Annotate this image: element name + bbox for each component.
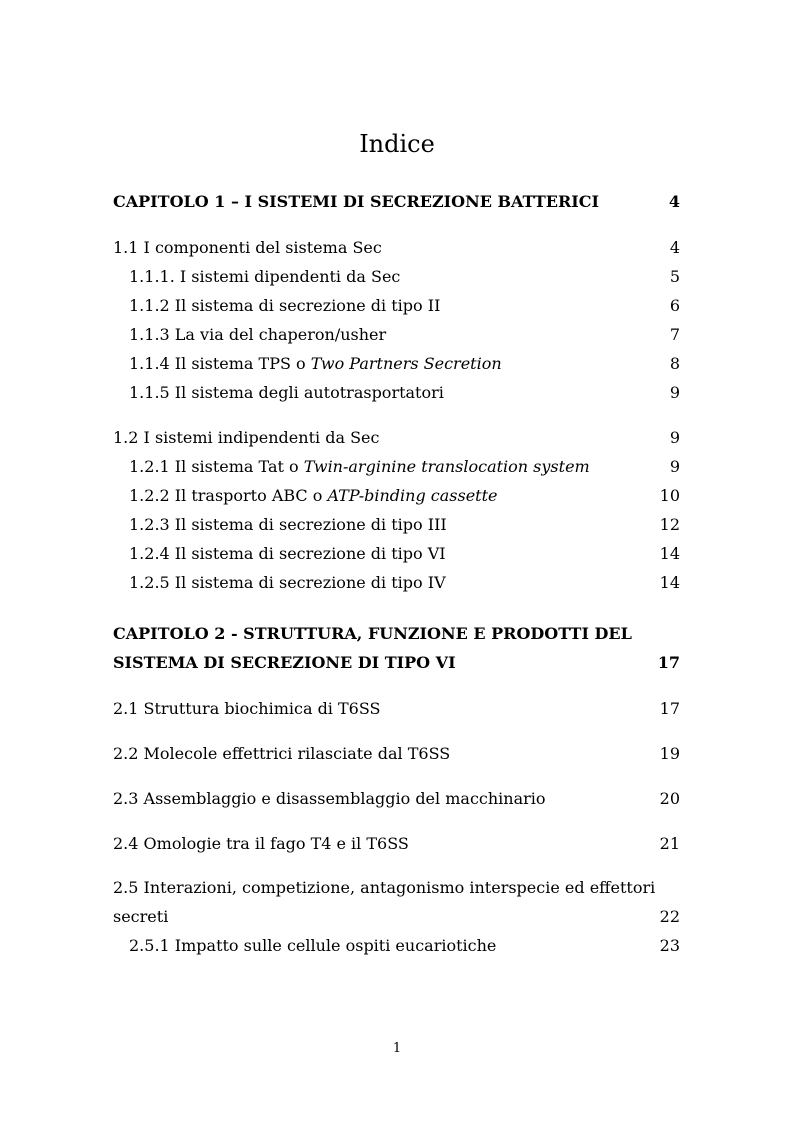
toc-entry-label: 2.1 Struttura biochimica di T6SS [113,699,381,718]
toc-entry-label: 1.2.4 Il sistema di secrezione di tipo VI [129,544,446,563]
toc-entry-label: 1.2 I sistemi indipendenti da Sec [113,428,380,447]
toc-entry-1-2-4[interactable] [113,542,680,566]
toc-entry-2-3[interactable] [113,787,680,811]
toc-entry-1-1[interactable] [113,236,680,260]
toc-entry-page: 10 [659,486,680,505]
toc-entry-label [129,352,502,376]
page-number: 1 [392,1041,402,1056]
toc-entry-1-1-4[interactable] [113,352,680,376]
toc-entry-page: 23 [659,936,680,955]
toc-chapter-2-page: 17 [657,653,680,672]
toc-entry-label-italic: Two Partners Secretion [310,354,502,373]
toc-entry-page: 4 [669,238,680,257]
toc-entry-label-text: 1.2.1 Il sistema Tat o [129,457,304,476]
toc-entry-page: 21 [659,834,680,853]
toc-entry-page: 6 [669,296,680,315]
page-title: Indice [359,130,435,158]
toc-chapter-2-label: SISTEMA DI SECREZIONE DI TIPO VI [113,653,456,672]
toc-entry-label: secreti [113,907,169,926]
toc-entry-label: 1.2.3 Il sistema di secrezione di tipo III [129,515,447,534]
toc-entry-label: 2.3 Assemblaggio e disassemblaggio del macchinario [113,789,546,808]
toc-entry-2-5[interactable] [113,905,680,929]
toc-entry-label: 1.1.3 La via del chaperon/usher [129,325,387,344]
toc-entry-page: 9 [669,457,680,476]
toc-entry-2-2[interactable] [113,742,680,766]
toc-entry-page: 22 [659,907,680,926]
toc-entry-1-1-3[interactable] [113,323,680,347]
toc-chapter-1-label: CAPITOLO 1 – I SISTEMI DI SECREZIONE BATTERICI [113,192,599,211]
toc-entry-1-2[interactable] [113,426,680,450]
toc-entry-2-5-1[interactable] [113,934,680,958]
toc-entry-label: 2.4 Omologie tra il fago T4 e il T6SS [113,834,409,853]
toc-entry-2-1[interactable] [113,697,680,721]
toc-entry-1-2-3[interactable] [113,513,680,537]
toc-entry-page: 5 [669,267,680,286]
toc-entry-2-5-line1[interactable]: 2.5 Interazioni, competizione, antagonismo interspecie ed effettori [113,878,656,897]
toc-entry-label-text: 1.2.2 Il trasporto ABC o [129,486,328,505]
toc-entry-label [129,484,498,508]
toc-entry-page: 14 [659,544,680,563]
toc-chapter-2-line1[interactable]: CAPITOLO 2 - STRUTTURA, FUNZIONE E PRODOTTI DEL [113,624,632,643]
toc-entry-page: 8 [669,354,680,373]
toc-entry-1-1-2[interactable] [113,294,680,318]
toc-entry-label: 2.2 Molecole effettrici rilasciate dal T6SS [113,744,451,763]
toc-entry-page: 9 [669,383,680,402]
toc-entry-page: 9 [669,428,680,447]
toc-entry-label-italic: Twin-arginine translocation system [303,457,590,476]
toc-entry-1-2-5[interactable] [113,571,680,595]
toc-chapter-1[interactable] [113,190,680,214]
toc-entry-2-4[interactable] [113,832,680,856]
toc-entry-label [129,455,590,479]
toc-chapter-2[interactable] [113,651,680,675]
toc-entry-page: 19 [659,744,680,763]
toc-entry-page: 17 [659,699,680,718]
toc-chapter-1-page: 4 [668,192,680,211]
toc-entry-page: 12 [659,515,680,534]
toc-entry-1-1-5[interactable] [113,381,680,405]
toc-entry-label: 1.1 I componenti del sistema Sec [113,238,382,257]
toc-entry-label: 1.1.5 Il sistema degli autotrasportatori [129,383,444,402]
toc-entry-label: 1.1.1. I sistemi dipendenti da Sec [129,267,401,286]
toc-entry-label: 1.1.2 Il sistema di secrezione di tipo II [129,296,441,315]
toc-entry-1-1-1[interactable] [113,265,680,289]
toc-entry-page: 14 [659,573,680,592]
toc-entry-label: 2.5.1 Impatto sulle cellule ospiti eucariotiche [129,936,497,955]
toc-entry-label-italic: ATP-binding cassette [327,486,498,505]
toc-entry-label-text: 1.1.4 Il sistema TPS o [129,354,311,373]
toc-entry-page: 7 [669,325,680,344]
toc-entry-label: 1.2.5 Il sistema di secrezione di tipo IV [129,573,446,592]
toc-entry-page: 20 [659,789,680,808]
toc-entry-1-2-1[interactable] [113,455,680,479]
toc-entry-1-2-2[interactable] [113,484,680,508]
